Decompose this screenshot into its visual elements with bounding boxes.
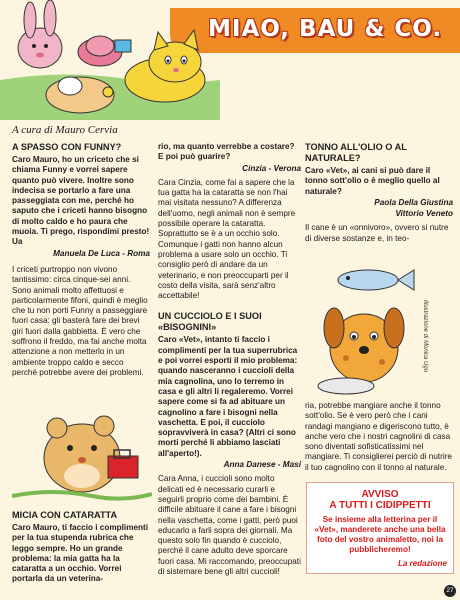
letter-4-answer-cont: ria, potrebbe mangiare anche il tonno sott'olio. Se è vero però che i cani randagi mangiano e digeriscono tutto, è anche vero che i nostri cagnolini di casa sono diventati sofisticatissimi nel mangiare. Ti consiglierei perciò di nutrire il tuo cagnolino con il tonno al naturale. <box>305 401 452 472</box>
column-3-bottom <box>305 401 453 473</box>
letter-3-question: Caro «Vet», intanto ti faccio i complimenti per la tua superrubrica e poi vorrei esporti il mio problema: quando nasceranno i cuccioli della mia cagnolina, uno lo terremo in casa e gli altri li regaleremo. Vorrei sapere come si fa ad abituare un cagnolino a fare i bisogni nella vaschetta. E poi, il cucciolo sopravviverà in casa? (Altri ci sono morti perché li abbiamo lasciati all'aperto!). <box>158 335 298 458</box>
letter-4-signature-name: Paola Della Giustina <box>374 197 453 207</box>
letter-2-answer: Cara Cinzia, come fai a sapere che la tua gatta ha la cataratta se non l'hai mai visitata nessuno? A differenza dell'uomo, negli animali non è sempre possibile operare la cataratta. Soprattutto se è a un occhio solo. Comunque i gatti non hanno alcun problema a usare solo un occhio. Ti consiglio però di andare da un veterinario, e non preoccuparti per il costo della visita, sarà senz'altro accettabile! <box>158 177 296 301</box>
letter-3-signature: Anna Danese - Masi <box>223 460 301 470</box>
notice-body: Se insieme alla letterina per il «Vet», manderete anche una bella foto del vostro animaletto, noi la pubblicheremo! <box>314 515 446 554</box>
section-title: MIAO, BAU & CO. <box>208 16 443 42</box>
curator-line: A cura di Mauro Cervia <box>12 124 118 136</box>
column-1-bottom <box>12 510 150 585</box>
column-1 <box>12 142 150 378</box>
letter-1-question: Caro Mauro, ho un criceto che si chiama Funny e vorrei sapere quanto può vivere. Inoltre sono indecisa se portarlo a fare una passeggiata con me, perché ho saputo che i criceti hanno bisogno di molto caldo e ho paura che muoia. Ti prego, rispondimi presto! Ua <box>12 155 150 247</box>
header-animals-illustration <box>0 0 220 120</box>
column-2 <box>158 142 301 577</box>
letter-2-question: Caro Mauro, ti faccio i complimenti per la tua stupenda rubrica che leggo sempre. Ho un grande problema: la mia gatta ha la cataratta a un occhio. Vorrei portarla da un veterina- <box>12 523 149 584</box>
letter-1-answer: I criceti purtroppo non vivono tantissimo: circa cinque-sei anni. Sono animali molto affettuosi e particolarmente fifoni, quindi è meglio che tu non porti Funny a passeggiare fuori casa: gli basterà fare dei brevi giri fuori dalla gabbietta. È vero che soffrono il freddo, ma fai anche molta attenzione a non metterlo in un ambiente troppo caldo e secco perché potrebbe avere dei problemi. <box>12 264 148 377</box>
letter-4-signature-city: Vittorio Veneto <box>395 209 453 219</box>
page-number: 27 <box>444 585 456 597</box>
notice-box <box>306 482 454 574</box>
letter-1-heading: A SPASSO CON FUNNY? <box>12 142 122 152</box>
letter-2-question-cont: rio, ma quanto verrebbe a costare? E poi può guarire? <box>158 142 295 162</box>
column-3 <box>305 142 453 244</box>
dog-fish-illustration <box>306 258 418 398</box>
letter-4-answer: Il cane è un «onnivoro», ovvero si nutre di diverse sostanze e, in teo- <box>305 223 449 243</box>
notice-signature: La redazione <box>398 559 447 568</box>
letter-4-heading: TONNO ALL'OLIO O AL NATURALE? <box>305 142 407 163</box>
notice-title: AVVISO <box>361 489 399 500</box>
letter-1-signature: Manuela De Luca - Roma <box>53 248 150 258</box>
illustration-credit: Illustrazione di Monica Ugo <box>422 300 428 373</box>
letter-4-question: Caro «Vet», ai cani si può dare il tonno sott'olio o è meglio quello al naturale? <box>305 166 440 196</box>
letter-3-heading: UN CUCCIOLO E I SUOI «BISOGNINI» <box>158 311 262 333</box>
letter-2-heading: MICIA CON CATARATTA <box>12 510 118 520</box>
header-banner <box>0 0 460 120</box>
letter-3-answer: Cara Anna, i cuccioli sono molto delicati ed è necessario curarli e seguirli proprio come dei bambini. È difficile abituare il cane a fare i bisogni nella vaschetta, come i gatti, però puoi educarlo a farli sopra dei giornali. Ma questo solo fin quando è cucciolo, perché il cane adulto deve sporcare fuori casa. Mi raccomando, preoccupati di sistemare bene gli altri cuccioli! <box>158 474 301 576</box>
notice-subtitle: A TUTTI I CIDIPPETTI <box>329 500 431 511</box>
letter-2-signature: Cinzia - Verona <box>242 163 301 173</box>
hamster-illustration <box>12 396 152 506</box>
